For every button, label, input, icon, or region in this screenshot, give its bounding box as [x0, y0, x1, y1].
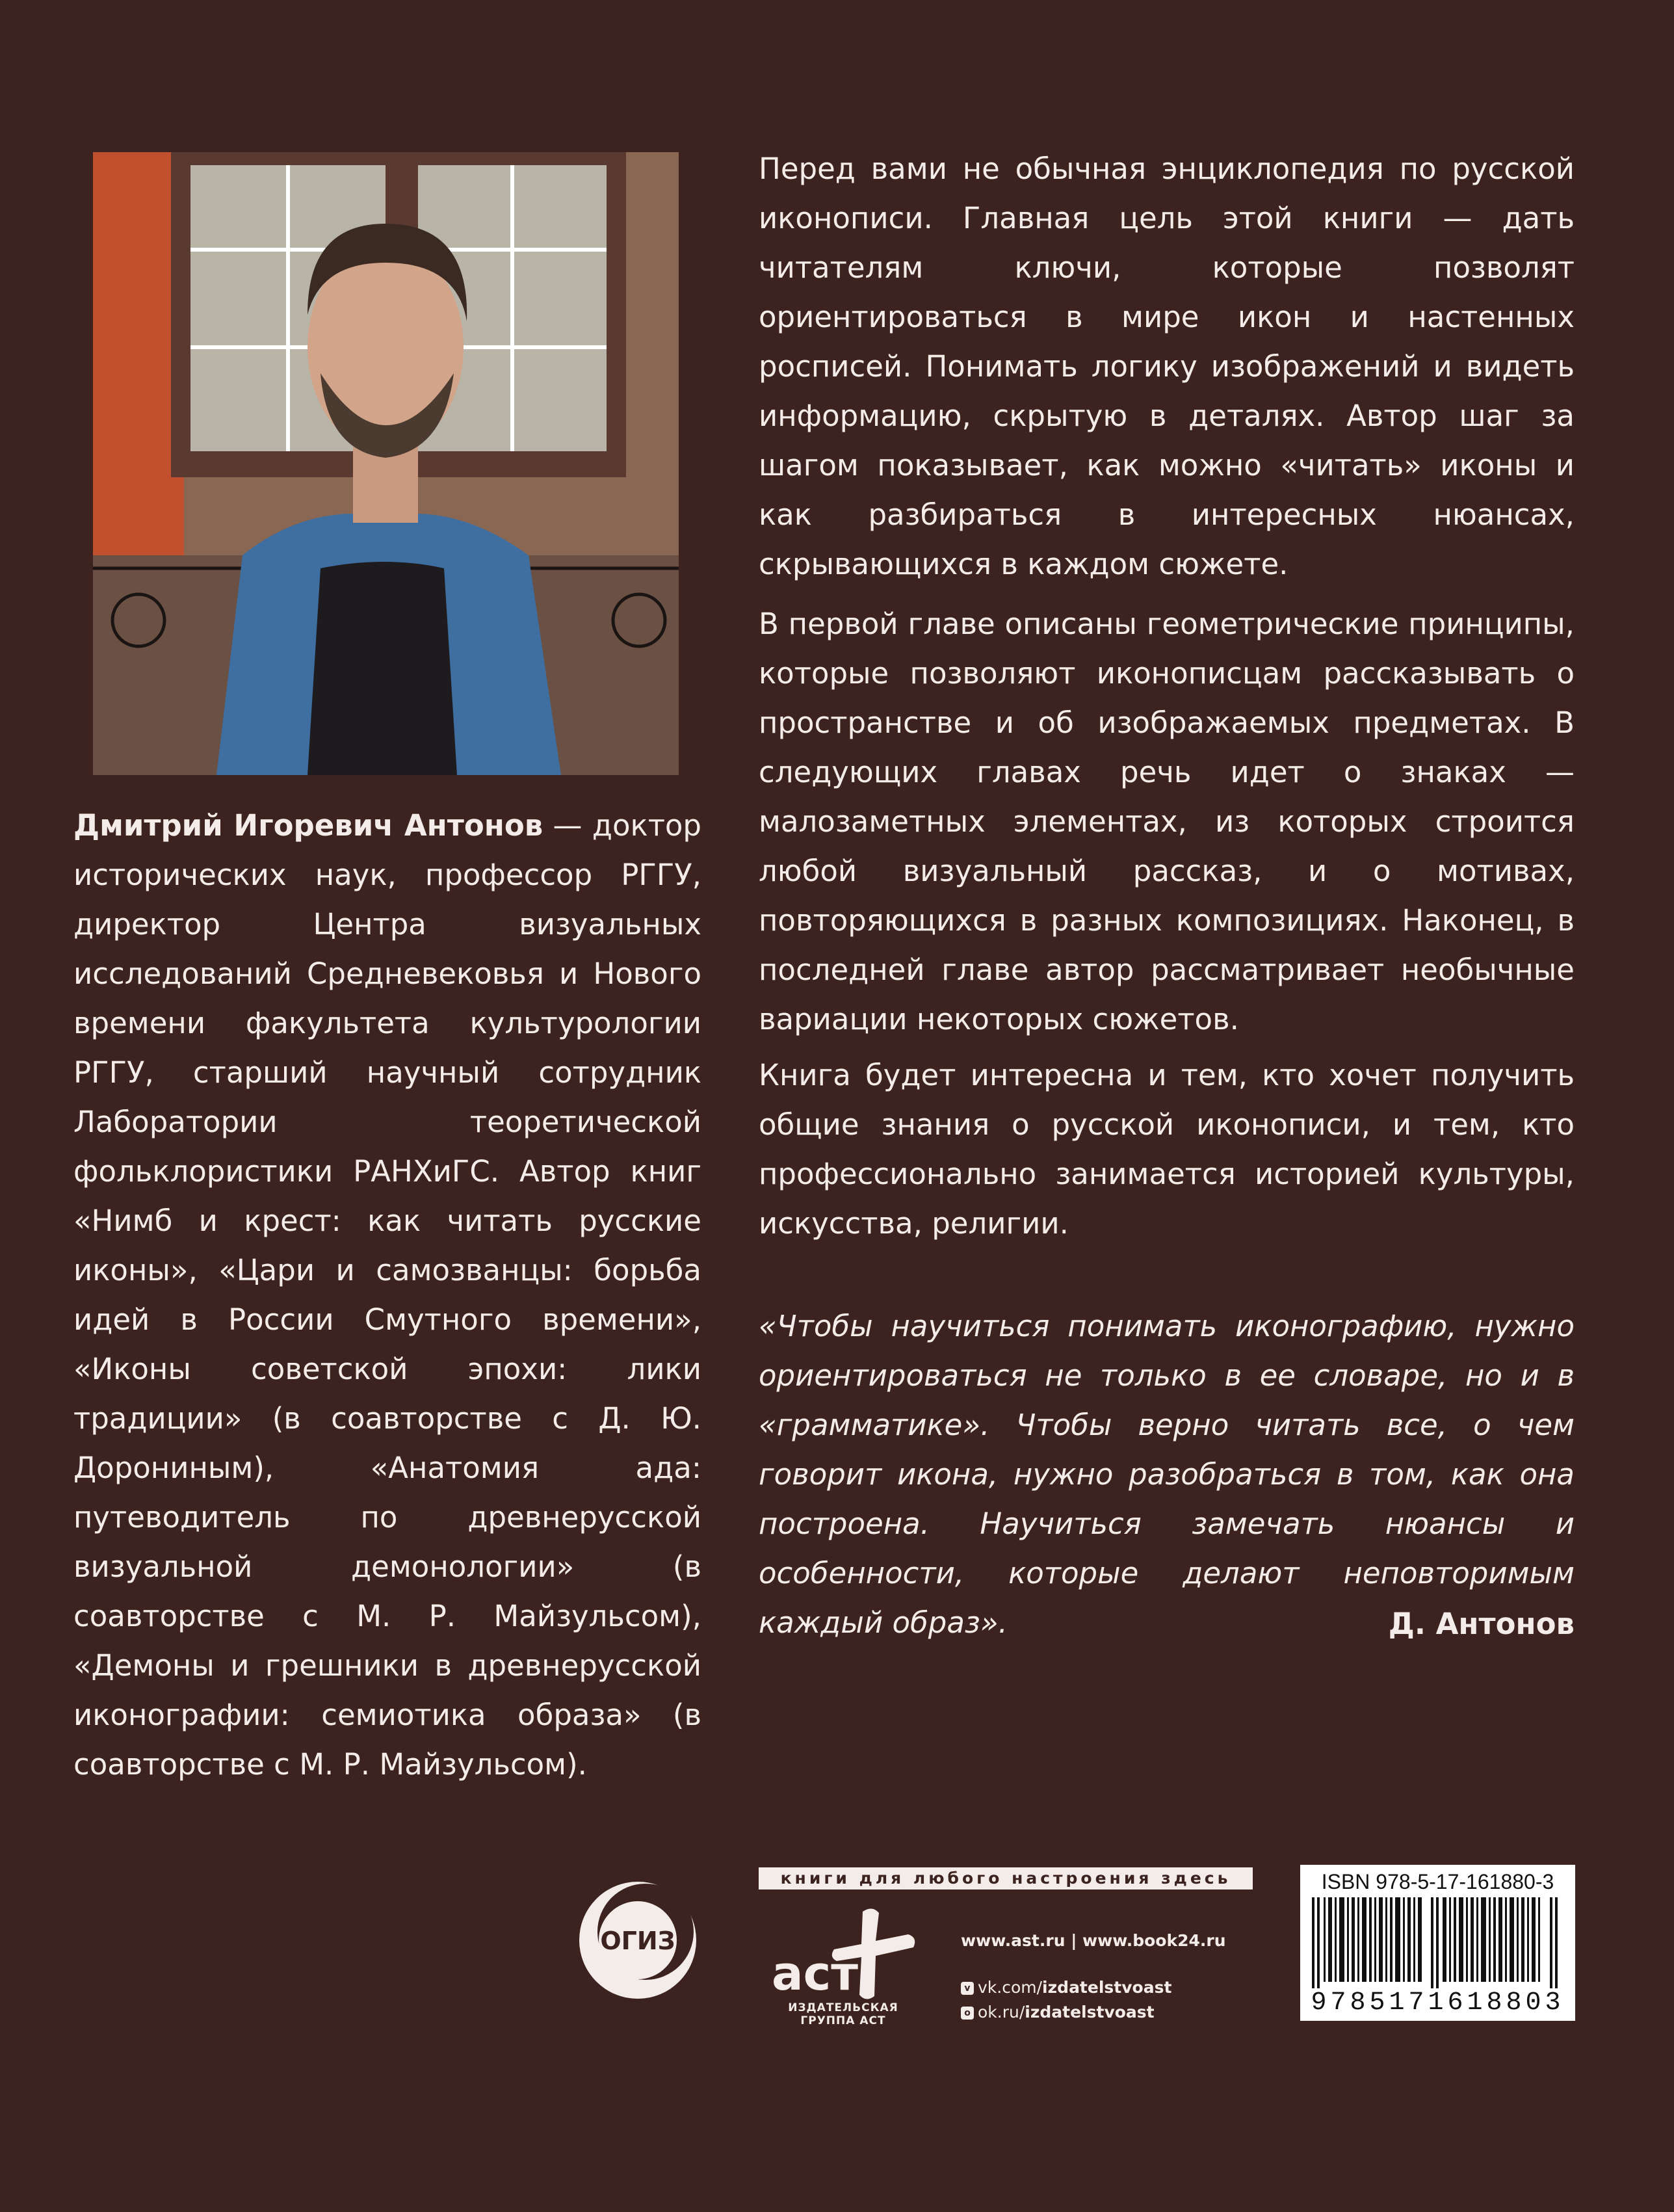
description-paragraph-2: В первой главе описаны геометрические принципы, которые позволяют иконописцам рассказывать о пространстве и об изображаемых предметах. В следующих главах речь идет о знаках — малозаметных элементах, из которых строится любой визуальный рассказ, и о мотивах, повторяющихся в разных композициях. Наконец, в последней главе автор рассматривает необычные вариации некоторых сюжетов.	[759, 607, 1575, 1036]
description-paragraph-1: Перед вами не обычная энциклопедия по русской иконописи. Главная цель этой книги — дать читателям ключи, которые позволят ориентироваться в мире икон и настенных росписей. Понимать логику изображений и видеть информацию, скрытую в деталях. Автор шаг за шагом показывает, как можно «читать» иконы и как разбираться в интересных нюансах, скрывающихся в каждом сюжете.	[759, 151, 1575, 581]
quote-signature: Д. Антонов	[1388, 1607, 1575, 1641]
ok-link[interactable]: o ok.ru/izdatelstvoast	[961, 2000, 1247, 2025]
publisher-websites[interactable]: www.ast.ru | www.book24.ru	[961, 1931, 1226, 1950]
barcode-number: 9785171618803	[1311, 1988, 1565, 2018]
ast-caption: ИЗДАТЕЛЬСКАЯ ГРУППА АСТ	[788, 2001, 898, 2027]
author-bio	[73, 801, 701, 1789]
author-name: Дмитрий Игоревич Антонов	[73, 808, 543, 843]
ast-logo	[759, 1905, 928, 2016]
author-photo	[93, 152, 679, 775]
publisher-tagline: книги для любого настроения здесь	[759, 1867, 1253, 1889]
ogiz-logo-text: ОГИЗ	[600, 1927, 675, 1955]
ast-logo-text: аст	[772, 1946, 858, 2001]
vk-icon: v	[961, 1982, 974, 1995]
description-paragraph-3: Книга будет интересна и тем, кто хочет получить общие знания о русской иконописи, и тем, кто профессионально занимается историей культуры, искусства, религии.	[759, 1058, 1575, 1241]
isbn-text: ISBN 978-5-17-161880-3	[1321, 1870, 1554, 1893]
barcode	[1300, 1865, 1575, 2021]
author-quote: «Чтобы научиться понимать иконографию, нужно ориентироваться не только в ее словаре, но и в «грамматике». Чтобы верно читать все, о чем говорит икона, нужно разобраться в том, как она построена. Научиться замечать нюансы и особенности, которые делают неповторимым каждый образ».	[759, 1309, 1575, 1640]
barcode-bars	[1312, 1897, 1563, 1988]
publisher-links	[961, 1929, 1247, 2025]
ok-icon: o	[961, 2007, 974, 2020]
vk-link[interactable]: v vk.com/izdatelstvoast	[961, 1975, 1247, 2000]
ogiz-logo	[577, 1880, 698, 2001]
author-bio-text: — доктор исторических наук, профессор РГГУ, директор Центра визуальных исследований Средневековья и Нового времени факультета культурологии РГГУ, старший научный сотрудник Лаборатории теоретической фольклористики РАНХиГС. Автор книг «Нимб и крест: как читать русские иконы», «Цари и самозванцы: борьба идей в России Смутного времени», «Иконы советской эпохи: лики традиции» (в соавторстве с Д. Ю. Дорониным), «Анатомия ада: путеводитель по древнерусской визуальной демонологии» (в соавторстве с М. Р. Майзульсом), «Демоны и грешники в древнерусской иконографии: семиотика образа» (в соавторстве с М. Р. Майзульсом).	[73, 808, 702, 1782]
